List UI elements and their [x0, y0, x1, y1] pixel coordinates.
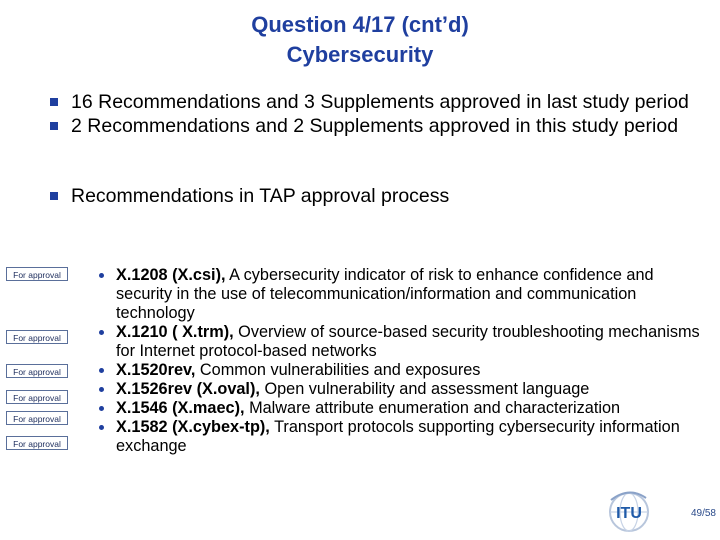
- dot-bullet-icon: [99, 406, 104, 411]
- bullet-item: [50, 90, 710, 114]
- title-line-1: Question 4/17 (cnt’d): [251, 12, 469, 37]
- recommendation-code: X.1520rev,: [116, 361, 196, 379]
- for-approval-badge: For approval: [6, 411, 68, 425]
- logo-text: ITU: [616, 505, 642, 522]
- for-approval-badge: For approval: [6, 364, 68, 378]
- recommendation-desc: Overview of source-based security troubleshooting mechanisms for Internet protocol-based networks: [116, 323, 700, 360]
- square-bullet-icon: [50, 98, 58, 106]
- recommendation-desc: Transport protocols supporting cybersecurity information exchange: [116, 418, 680, 455]
- for-approval-badge: For approval: [6, 436, 68, 450]
- slide-title: [0, 10, 720, 70]
- dot-bullet-icon: [99, 425, 104, 430]
- itu-logo-icon: [604, 486, 654, 536]
- dot-bullet-icon: [99, 368, 104, 373]
- recommendation-item: [98, 266, 710, 323]
- recommendation-code: X.1210 ( X.trm),: [116, 323, 234, 341]
- recommendation-list: [98, 266, 710, 456]
- bullet-text: 2 Recommendations and 2 Supplements approved in this study period: [71, 115, 679, 137]
- square-bullet-icon: [50, 122, 58, 130]
- recommendation-code: X.1208 (X.csi),: [116, 266, 226, 284]
- recommendation-desc: Open vulnerability and assessment language: [264, 380, 590, 398]
- recommendation-item: [98, 323, 710, 361]
- square-bullet-icon: [50, 192, 58, 200]
- recommendation-desc: Malware attribute enumeration and characterization: [249, 399, 621, 417]
- page-number: 49/58: [690, 508, 716, 519]
- recommendation-code: X.1582 (X.cybex-tp),: [116, 418, 270, 436]
- main-bullet-list: [50, 90, 710, 208]
- dot-bullet-icon: [99, 387, 104, 392]
- recommendation-code: X.1546 (X.maec),: [116, 399, 245, 417]
- recommendation-item: [98, 361, 710, 380]
- for-approval-badge: For approval: [6, 390, 68, 404]
- bullet-text: 16 Recommendations and 3 Supplements approved in last study period: [71, 91, 689, 113]
- bullet-text: Recommendations in TAP approval process: [71, 185, 450, 207]
- bullet-item: [50, 114, 710, 138]
- recommendation-desc: A cybersecurity indicator of risk to enhance confidence and security in the use of telecommunication/information and communication technology: [116, 266, 654, 322]
- recommendation-item: [98, 418, 710, 456]
- recommendation-item: [98, 380, 710, 399]
- recommendation-item: [98, 399, 710, 418]
- recommendation-desc: Common vulnerabilities and exposures: [199, 361, 481, 379]
- bullet-item: [50, 184, 710, 208]
- for-approval-badge: For approval: [6, 330, 68, 344]
- title-line-2: Cybersecurity: [286, 42, 434, 67]
- dot-bullet-icon: [99, 330, 104, 335]
- for-approval-badge: For approval: [6, 267, 68, 281]
- recommendation-code: X.1526rev (X.oval),: [116, 380, 260, 398]
- dot-bullet-icon: [99, 273, 104, 278]
